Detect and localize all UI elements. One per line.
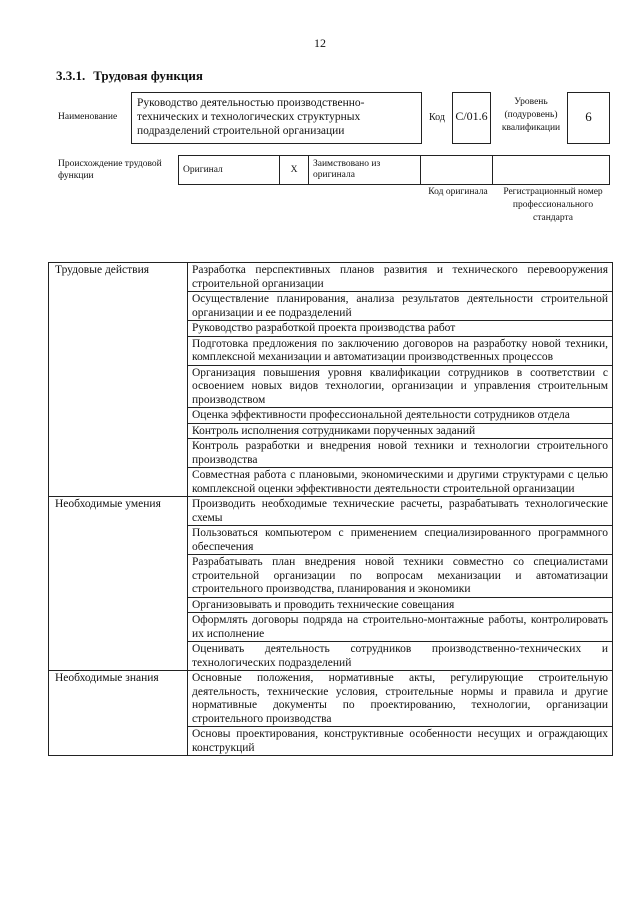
- origin-table: [178, 155, 610, 185]
- table-row: [49, 263, 613, 292]
- borrowed-cell: Заимствовано из оригинала: [309, 156, 421, 185]
- section-title: Трудовая функция: [93, 68, 203, 83]
- qualification-level-box: 6: [567, 92, 610, 144]
- requirement-item: Руководство разработкой проекта производства работ: [188, 321, 613, 337]
- code-label: Код: [429, 112, 445, 123]
- requirement-item: Совместная работа с плановыми, экономическими и другими структурами с целью комплексной оценки эффективности деятельности строительной организации: [188, 468, 613, 497]
- requirement-item: Производить необходимые технические расчеты, разрабатывать технологические схемы: [188, 497, 613, 526]
- category-label: Трудовые действия: [49, 263, 188, 497]
- requirements-table: [48, 262, 613, 756]
- requirement-item: Организация повышения уровня квалификации сотрудников в соответствии с освоением новых видов технологии, организации и управления строительным производством: [188, 365, 613, 408]
- original-mark: Х: [280, 156, 309, 185]
- registration-number-cell: [493, 156, 610, 185]
- table-row: [49, 497, 613, 526]
- section-number: 3.3.1.: [56, 68, 86, 83]
- requirement-item: Оценка эффективности профессиональной деятельности сотрудников отдела: [188, 408, 613, 424]
- original-code-caption: Код оригинала: [428, 187, 488, 197]
- requirement-item: Организовывать и проводить технические совещания: [188, 597, 613, 613]
- page-number: 12: [314, 36, 326, 50]
- requirement-item: Осуществление планирования, анализа результатов деятельности строительной организации и ее подразделений: [188, 292, 613, 321]
- name-label: Наименование: [58, 112, 118, 122]
- function-code-box: С/01.6: [452, 92, 491, 144]
- requirement-item: Разработка перспективных планов развития и технического перевооружения строительной организации: [188, 263, 613, 292]
- table-row: [49, 671, 613, 727]
- requirement-item: Контроль исполнения сотрудниками порученных заданий: [188, 423, 613, 439]
- original-cell: Оригинал: [179, 156, 280, 185]
- requirement-item: Основные положения, нормативные акты, регулирующие строительную деятельность, технические условия, строительные нормы и правила и другие нормативные документы по проектированию, технологии, организации строительного производства: [188, 671, 613, 727]
- requirement-item: Пользоваться компьютером с применением специализированного программного обеспечения: [188, 526, 613, 555]
- category-label: Необходимые знания: [49, 671, 188, 756]
- requirement-item: Разрабатывать план внедрения новой техники совместно со специалистами строительной организации по вопросам механизации и автоматизации строительного производства, планирования и экономики: [188, 555, 613, 598]
- function-name-box: Руководство деятельностью производственно-технических и технологических структурных подразделений строительной организации: [131, 92, 422, 144]
- qualification-level-label: Уровень (подуровень) квалификации: [501, 97, 561, 133]
- requirement-item: Основы проектирования, конструктивные особенности несущих и ограждающих конструкций: [188, 727, 613, 756]
- category-label: Необходимые умения: [49, 497, 188, 671]
- requirement-item: Контроль разработки и внедрения новой техники и технологии строительного производства: [188, 439, 613, 468]
- original-code-cell: [421, 156, 493, 185]
- section-heading: [56, 68, 203, 84]
- registration-caption: Регистрационный номер профессионального стандарта: [503, 187, 603, 223]
- requirement-item: Оценивать деятельность сотрудников производственно-технических и технологических подразделений: [188, 642, 613, 671]
- origin-label: Происхождение трудовой функции: [58, 159, 162, 181]
- requirement-item: Оформлять договоры подряда на строительно-монтажные работы, контролировать их исполнение: [188, 613, 613, 642]
- requirement-item: Подготовка предложения по заключению договоров на разработку новой техники, комплексной механизации и автоматизации производственных процессов: [188, 336, 613, 365]
